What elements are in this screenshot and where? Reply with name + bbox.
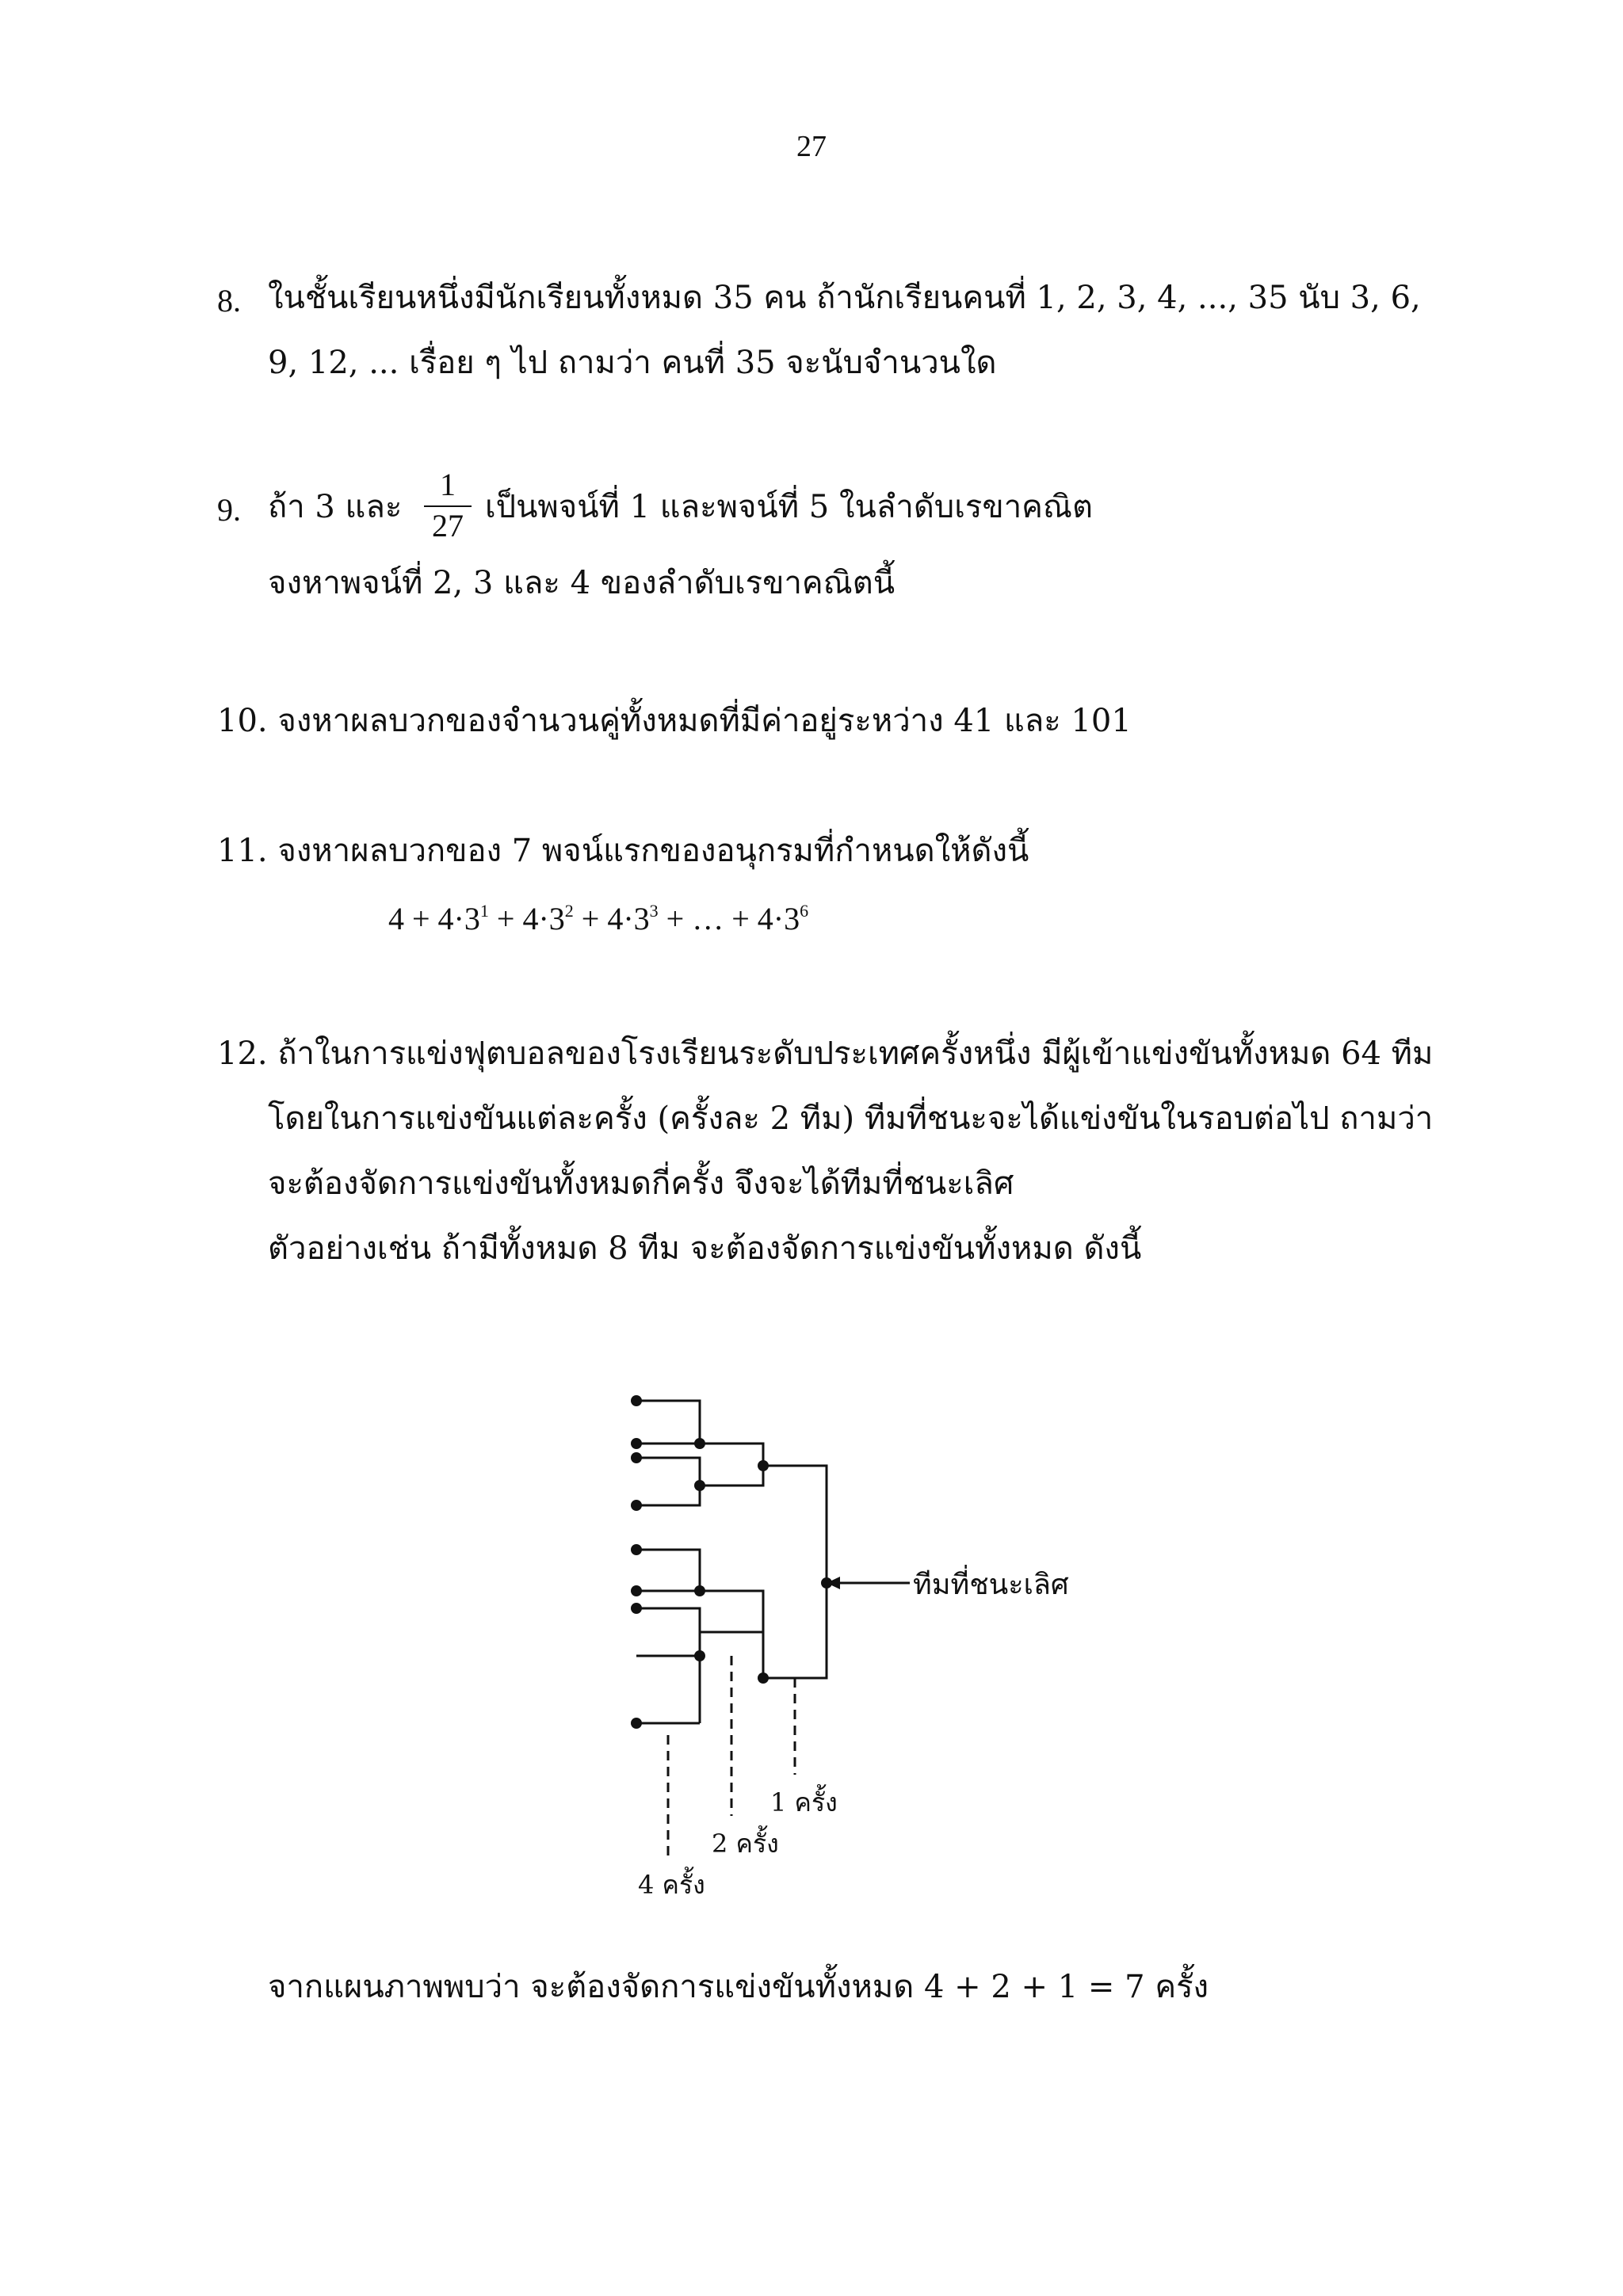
q11-line: 11. จงหาผลบวกของ 7 พจน์แรกของอนุกรมที่กำหนดให้ดังนี้ <box>217 833 1029 869</box>
team-dot <box>631 1452 642 1463</box>
team-dot <box>631 1718 642 1729</box>
q8-number: 8. <box>217 283 241 318</box>
round2-match-1 <box>700 1444 763 1486</box>
match-dot <box>758 1460 769 1471</box>
exponent-6: 6 <box>800 901 809 921</box>
round2-match-2 <box>700 1591 763 1632</box>
q9-fraction-denominator: 27 <box>432 508 464 543</box>
team-dot <box>631 1395 642 1406</box>
q9-prefix: ถ้า 3 และ <box>268 489 403 525</box>
winner-arrowhead <box>827 1577 840 1589</box>
match-dot <box>694 1438 705 1449</box>
bracket-dots <box>631 1395 832 1729</box>
q8-line-1: ในชั้นเรียนหนึ่งมีนักเรียนทั้งหมด 35 คน ถ้านักเรียนคนที่ 1, 2, 3, 4, ..., 35 นับ 3, 6, <box>268 280 1421 316</box>
q9-number: 9. <box>217 492 241 528</box>
page-number: 27 <box>796 130 827 163</box>
q12-line-3: จะต้องจัดการแข่งขันทั้งหมดกี่ครั้ง จึงจะได้ทีมที่ชนะเลิศ <box>268 1165 1014 1202</box>
match-dot <box>694 1650 705 1661</box>
round1-match-1 <box>636 1401 700 1444</box>
q12-line-4: ตัวอย่างเช่น ถ้ามีทั้งหมด 8 ทีม จะต้องจัดการแข่งขันทั้งหมด ดังนี้ <box>268 1230 1142 1267</box>
q12-conclusion: จากแผนภาพพบว่า จะต้องจัดการแข่งขันทั้งหมด 4 + 2 + 1 = 7 ครั้ง <box>268 1969 1209 2005</box>
round-indicators <box>668 1656 795 1857</box>
label-4-matches: 4 ครั้ง <box>638 1870 705 1900</box>
team-dot <box>631 1544 642 1555</box>
exponent-1: 1 <box>479 901 489 921</box>
series-term-2: + 4·3 <box>573 901 650 936</box>
round1-match-3 <box>636 1550 700 1591</box>
label-1-round: 1 ครั้ง <box>770 1787 838 1817</box>
q9-fraction-bar <box>424 505 472 507</box>
q9-line-2: จงหาพจน์ที่ 2, 3 และ 4 ของลำดับเรขาคณิตนี้ <box>268 565 896 601</box>
label-2-rounds: 2 ครั้ง <box>712 1829 779 1859</box>
round1-match-2 <box>636 1458 700 1505</box>
round1-match-4 <box>636 1608 700 1656</box>
q9-fraction <box>424 469 472 542</box>
q10-line: 10. จงหาผลบวกของจำนวนคู่ทั้งหมดที่มีค่าอยู่ระหว่าง 41 และ 101 <box>217 703 1132 739</box>
q8-line-2: 9, 12, ... เรื่อย ๆ ไป ถามว่า คนที่ 35 จะนับจำนวนใด <box>268 345 997 381</box>
match-dot <box>694 1480 705 1491</box>
match-dot <box>694 1585 705 1596</box>
q9-suffix: เป็นพจน์ที่ 1 และพจน์ที่ 5 ในลำดับเรขาคณิต <box>485 489 1093 525</box>
series-term-3: + … + 4·3 <box>658 901 800 936</box>
series-term-0: 4 + 4·3 <box>388 901 480 936</box>
team-dot <box>631 1438 642 1449</box>
q12-line-2: โดยในการแข่งขันแต่ละครั้ง (ครั้งละ 2 ทีม) ทีมที่ชนะจะได้แข่งขันในรอบต่อไป ถามว่า <box>268 1100 1434 1137</box>
exponent-3: 3 <box>649 901 659 921</box>
winner-label: ทีมที่ชนะเลิศ <box>913 1569 1069 1601</box>
match-dot <box>758 1672 769 1684</box>
winner-dot <box>821 1577 832 1589</box>
round3-final <box>763 1466 827 1678</box>
series-term-1: + 4·3 <box>488 901 565 936</box>
bracket-lines <box>636 1401 910 1723</box>
q12-line-1: 12. ถ้าในการแข่งฟุตบอลของโรงเรียนระดับประเทศครั้งหนึ่ง มีผู้เข้าแข่งขันทั้งหมด 64 ทีม <box>217 1035 1434 1072</box>
exponent-2: 2 <box>564 901 574 921</box>
q9-fraction-numerator: 1 <box>440 467 456 502</box>
team-dot <box>631 1585 642 1596</box>
team-dot <box>631 1603 642 1614</box>
team-dot <box>631 1500 642 1511</box>
q11-series-expression <box>388 900 808 937</box>
